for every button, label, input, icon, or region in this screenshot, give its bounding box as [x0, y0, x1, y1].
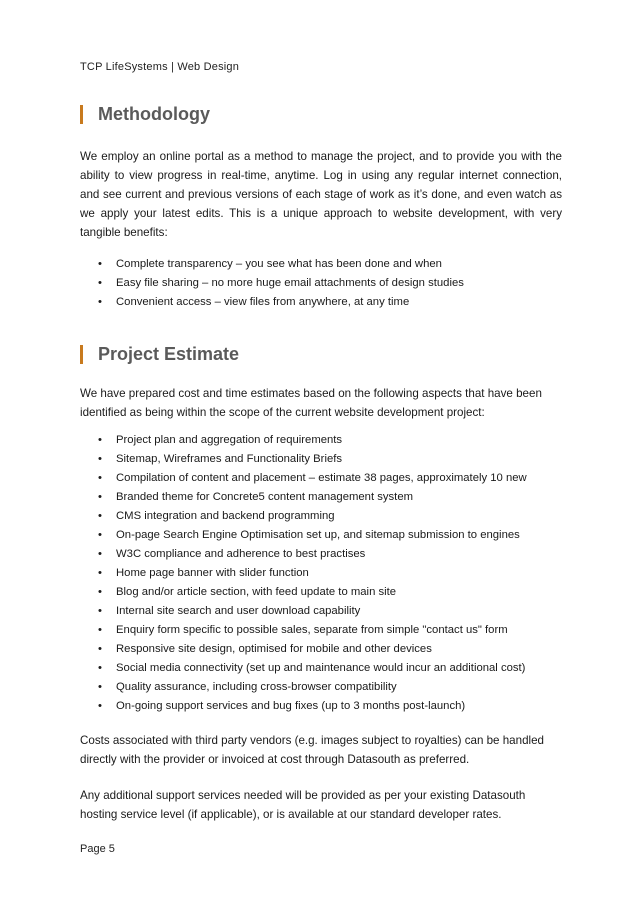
list-item: • Enquiry form specific to possible sales, separate from simple "contact us" form: [98, 621, 527, 640]
list-item: • Social media connectivity (set up and maintenance would incur an additional cost): [98, 659, 527, 678]
list-item: • On-page Search Engine Optimisation set up, and sitemap submission to engines: [98, 526, 527, 545]
methodology-heading: [80, 104, 210, 125]
list-item: • Project plan and aggregation of requirements: [98, 431, 527, 450]
estimate-heading: [80, 344, 239, 365]
list-item: • Branded theme for Concrete5 content management system: [98, 488, 527, 507]
list-item: • Responsive site design, optimised for mobile and other devices: [98, 640, 527, 659]
list-item: • Quality assurance, including cross-browser compatibility: [98, 678, 527, 697]
list-item: • Compilation of content and placement – estimate 38 pages, approximately 10 new: [98, 469, 527, 488]
heading-accent-bar: [80, 105, 83, 124]
list-item: • Convenient access – view files from anywhere, at any time: [98, 293, 464, 312]
list-item: • Complete transparency – you see what has been done and when: [98, 255, 464, 274]
estimate-heading-text: Project Estimate: [98, 344, 240, 364]
list-item: • W3C compliance and adherence to best practises: [98, 545, 527, 564]
third-party-paragraph: Costs associated with third party vendors (e.g. images subject to royalties) can be handled directly with the provider or invoiced at cost through Datasouth as preferred.: [80, 734, 544, 766]
list-item: • Sitemap, Wireframes and Functionality Briefs: [98, 450, 527, 469]
list-item: • Internal site search and user download capability: [98, 602, 527, 621]
list-item: • CMS integration and backend programming: [98, 507, 527, 526]
methodology-heading-text: Methodology: [98, 104, 210, 124]
estimate-bullet-list: [98, 431, 527, 716]
running-header: TCP LifeSystems | Web Design: [80, 61, 240, 73]
list-item: • Easy file sharing – no more huge email attachments of design studies: [98, 274, 464, 293]
heading-accent-bar: [80, 345, 83, 364]
estimate-intro-paragraph: We have prepared cost and time estimates based on the following aspects that have been identified as being within the scope of the current website development project:: [80, 387, 542, 419]
support-paragraph: Any additional support services needed will be provided as per your existing Datasouth hosting service level (if applicable), or is available at our standard developer rates.: [80, 789, 526, 821]
list-item: • Blog and/or article section, with feed update to main site: [98, 583, 527, 602]
page-number: Page 5: [80, 843, 115, 855]
list-item: • On-going support services and bug fixes (up to 3 months post-launch): [98, 697, 527, 716]
list-item: • Home page banner with slider function: [98, 564, 527, 583]
methodology-bullet-list: [98, 255, 464, 312]
methodology-paragraph: We employ an online portal as a method to manage the project, and to provide you with the ability to view progress in real-time, anytime. Log in using any regular internet connection, and see current and previous versions of each stage of work as it’s done, and even watch as we apply your latest edits. This is a unique approach to website development, with very tangible benefits:: [80, 150, 562, 239]
